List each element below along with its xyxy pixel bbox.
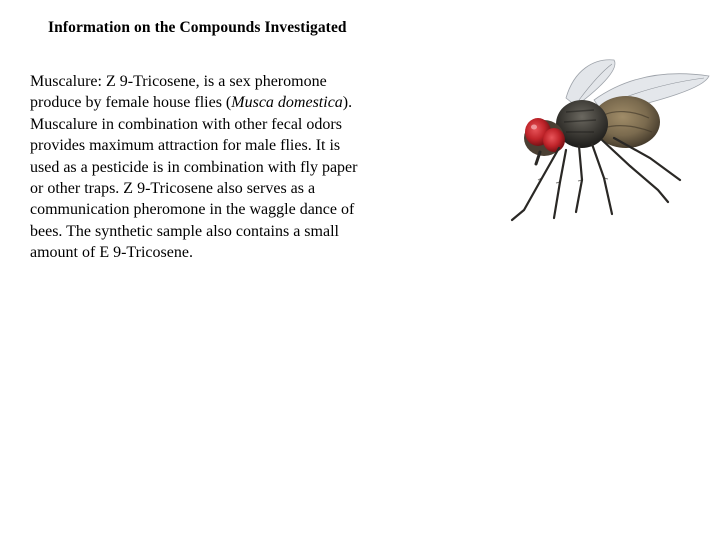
house-fly-photo [454,40,716,230]
house-fly-illustration [454,40,716,230]
description-text: produce by female house flies ( [30,94,232,112]
description-line: bees. The synthetic sample also contains a small [30,222,339,240]
description-line: Muscalure: Z 9-Tricosene, is a sex pheromone [30,73,327,90]
species-name: Musca domestica [231,94,343,112]
slide-title: Information on the Compounds Investigated [48,19,347,36]
description-line: communication pheromone in the waggle dance of [30,201,355,219]
description-line: Muscalure in combination with other fecal odors [30,115,342,133]
right-eye [543,128,565,152]
description-line [30,92,415,113]
description-text: ). [342,94,353,112]
description-line: used as a pesticide is in combination with fly paper [30,158,358,176]
compound-description [30,71,415,264]
description-line: amount of E 9-Tricosene. [30,244,193,262]
description-line: provides maximum attraction for male flies. It is [30,137,341,155]
description-line: or other traps. Z 9-Tricosene also serves as a [30,180,316,198]
